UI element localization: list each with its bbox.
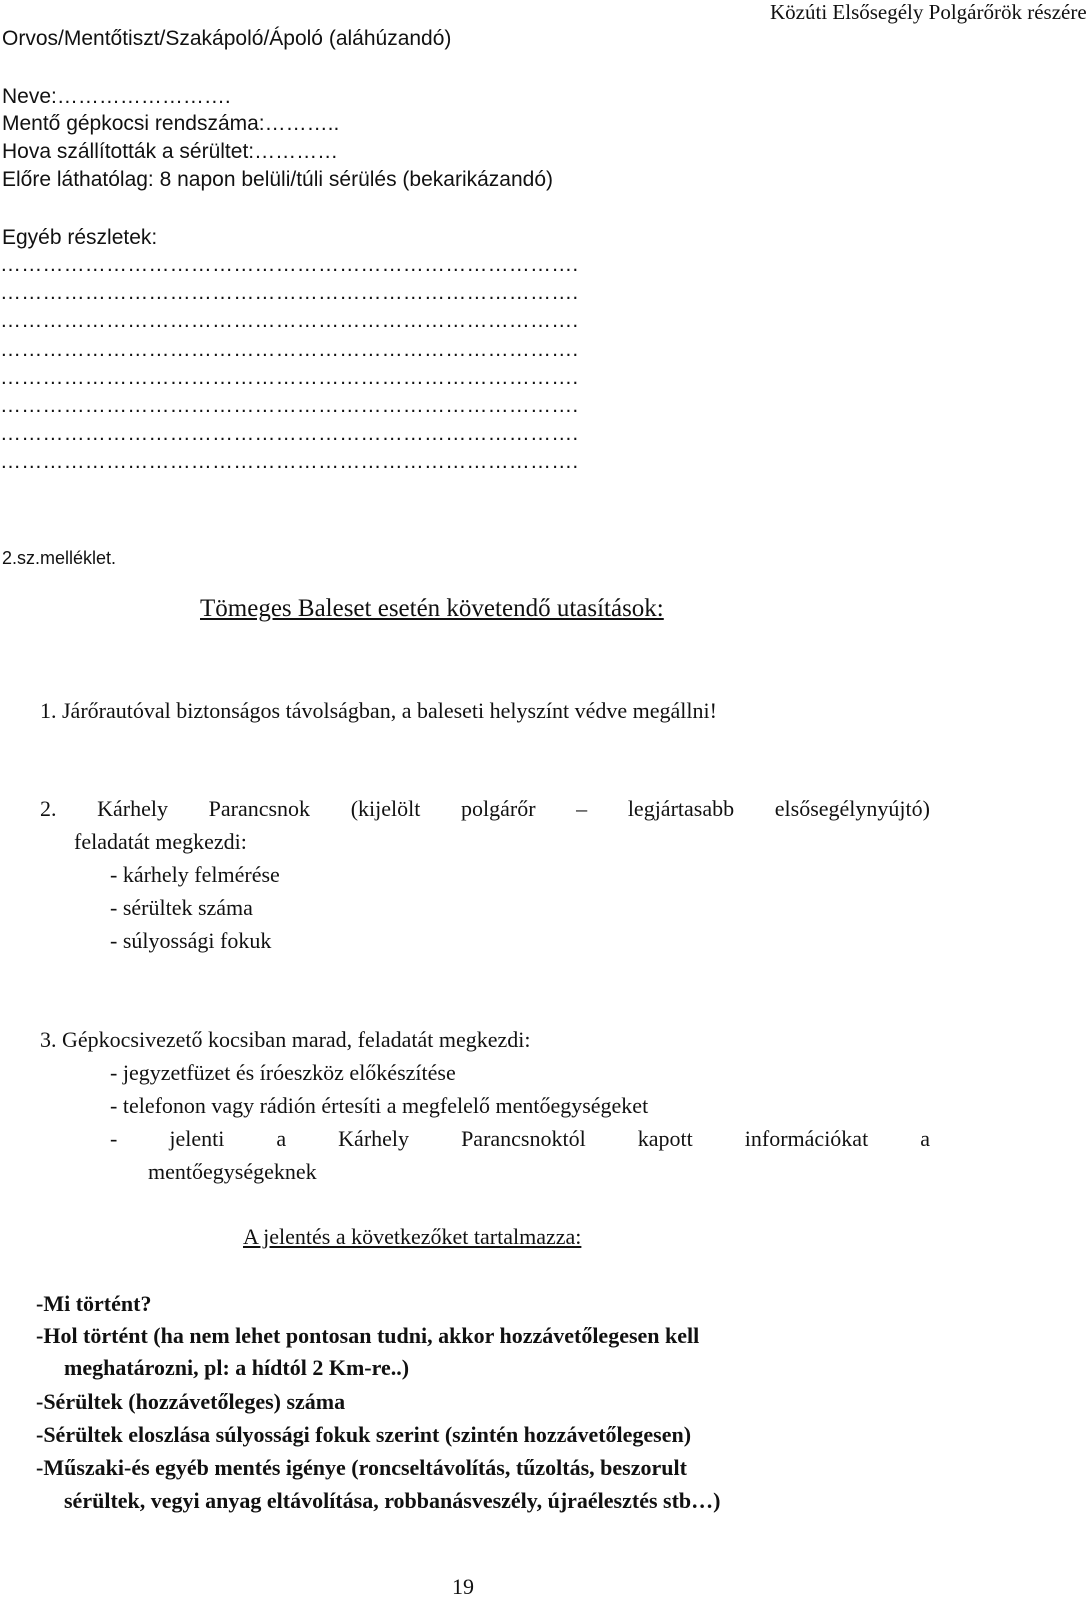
step-2-word: Kárhely [97, 796, 168, 821]
header-right: Közúti Elsősegély Polgárőrök részére [770, 0, 1087, 24]
step-2-first-line [40, 795, 930, 823]
details-line: ………………………………………………………………………. [0, 422, 579, 445]
step-2-word: legjártasabb [627, 796, 735, 821]
report-item: -Mi történt? [36, 1291, 152, 1316]
step-3-word: kapott [637, 1126, 693, 1151]
page-title: Tömeges Baleset esetén követendő utasítások: [200, 595, 664, 622]
annex-label: 2.sz.melléklet. [2, 548, 117, 568]
step-2-word: 2. [40, 796, 57, 821]
details-line: ………………………………………………………………………. [0, 338, 579, 361]
step-2-word: – [576, 796, 588, 821]
details-line: ………………………………………………………………………. [0, 450, 579, 473]
destination-field-line: Hova szállították a sérültet:………… [2, 140, 339, 163]
step-3-word: Parancsnoktól [461, 1126, 586, 1151]
details-line: ………………………………………………………………………. [0, 253, 579, 276]
step-3-word: Kárhely [338, 1126, 410, 1151]
report-item: -Sérültek eloszlása súlyossági fokuk szerint (szintén hozzávetőlegesen) [36, 1422, 692, 1447]
step-2-word: elsősegélynyújtó) [774, 796, 930, 821]
details-line: ………………………………………………………………………. [0, 281, 579, 304]
step-2-item: - sérültek száma [110, 895, 253, 920]
details-line: ………………………………………………………………………. [0, 394, 579, 417]
step-1: 1. Járőrautóval biztonságos távolságban, a baleseti helyszínt védve megállni! [40, 698, 717, 723]
step-2-word: Parancsnok [208, 796, 311, 821]
header-left: Orvos/Mentőtiszt/Szakápoló/Ápoló (aláhúzandó) [2, 27, 452, 50]
page-number: 19 [452, 1574, 474, 1599]
details-label: Egyéb részletek: [2, 226, 158, 249]
plate-field-line: Mentő gépkocsi rendszáma:……….. [2, 112, 340, 135]
step-3-word: jelenti [169, 1126, 225, 1151]
step-3-word: - [110, 1126, 118, 1151]
report-item: -Sérültek (hozzávetőleges) száma [36, 1389, 346, 1414]
report-item-continuation: sérültek, vegyi anyag eltávolítása, robbanásveszély, újraélesztés stb…) [64, 1488, 721, 1513]
step-3-word: a [276, 1126, 287, 1151]
step-2-continuation: feladatát megkezdi: [74, 829, 247, 854]
name-field-line: Neve:……………………. [2, 85, 231, 108]
step-3-item: - jegyzetfüzet és íróeszköz előkészítése [110, 1060, 456, 1085]
report-title: A jelentés a következőket tartalmazza: [243, 1224, 582, 1249]
step-3-word: a [920, 1126, 930, 1151]
step-3-item: - telefonon vagy rádión értesíti a megfelelő mentőegységeket [110, 1093, 649, 1118]
step-2-item: - kárhely felmérése [110, 862, 280, 887]
step-3: 3. Gépkocsivezető kocsiban marad, feladatát megkezdi: [40, 1027, 531, 1052]
report-item: -Hol történt (ha nem lehet pontosan tudni, akkor hozzávetőlegesen kell [36, 1323, 700, 1348]
report-item-continuation: meghatározni, pl: a hídtól 2 Km-re..) [64, 1355, 410, 1380]
prognosis-line: Előre láthatólag: 8 napon belüli/túli sérülés (bekarikázandó) [2, 168, 554, 191]
report-item: -Műszaki-és egyéb mentés igénye (roncseltávolítás, tűzoltás, beszorult [36, 1455, 687, 1480]
step-2-word: (kijelölt [350, 796, 421, 821]
step-3-word: információkat [744, 1126, 869, 1151]
step-2-word: polgárőr [461, 796, 536, 821]
step-2-item: - súlyossági fokuk [110, 928, 272, 953]
step-3-continuation: mentőegységeknek [148, 1159, 317, 1184]
step-3-last-item [110, 1125, 930, 1153]
details-line: ………………………………………………………………………. [0, 309, 579, 332]
details-line: ………………………………………………………………………. [0, 366, 579, 389]
